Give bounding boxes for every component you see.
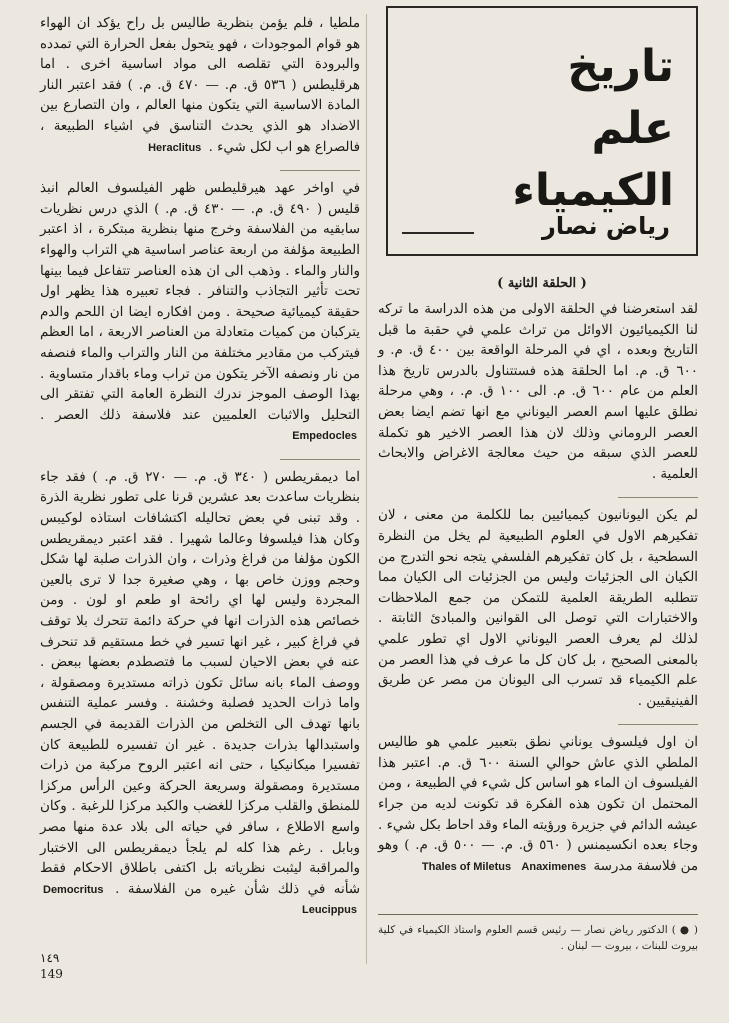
- section-divider: [280, 170, 360, 171]
- right-column: [378, 300, 698, 889]
- paragraph-thales: [378, 733, 698, 877]
- column-divider: [366, 14, 367, 964]
- title-line-2: علم: [591, 103, 674, 154]
- article-title: [414, 36, 674, 222]
- latin-name-empedocles: Empedocles: [292, 430, 357, 443]
- title-line-1: تاريخ: [567, 41, 674, 92]
- episode-label: ( الحلقة الثانية ): [497, 276, 587, 291]
- author-rule: [402, 232, 474, 234]
- section-divider: [618, 724, 698, 725]
- footnote-rule: [378, 914, 698, 915]
- page-number-latin: 149: [40, 967, 63, 981]
- title-box: [386, 6, 698, 256]
- paragraph-empedocles-text: في اواخر عهد هيرقليطس ظهر الفيلسوف العالم انبذ قليس ( ٤٩٠ ق. م. — ٤٣٠ ق. م. ) الذي درس نظريات سابقيه من الفلاسفة وخرج منها بنظرية مبتكرة ، اذ اعتبر الطبيعة مؤلفة من اربعة عناصر اساسية هي التراب والهواء والنار والماء . وذهب الى ان هذه العناصر تتفاعل فيما بينها تحت تأثير التجاذب والتنافر . فجاء تعبيره هذا يظهر اول حقيقة كيميائية صحيحة . ومن افكاره ايضا ان اللحم والدم يتركبان من كميات متعادلة من العناصر الاربعة ، اما العظم فيتركب من مقادير مختلفة من النار والتراب والماء فنصفه من نار ونصفه الآخر يتكون من تراب وماء باقدار متساوية . بهذا الوصف الموجز ندرك النظرة العامة التي تفتقر الى التحليل والاثبات العلميين عند فلاسفة ذلك العصر .: [40, 181, 360, 423]
- latin-name-heraclitus: Heraclitus: [148, 141, 202, 154]
- paragraph-greeks: لم يكن اليونانيون كيميائيين بما للكلمة من معنى ، لان تفكيرهم الاول في العلوم الطبيعية لم يخل من النظرة السطحية ، بل كان تفكيرهم الفلسفي يتجه نحو التدرج من الكيان الى الجزئيات وليس من الجزئيات الى الكيان مما تتطلبه الطريقة العلمية للتمكن من جمع الملاحظات والاختبارات التي توصل الى القوانين والمبادئ الثابتة . لذلك لم يعرف العصر اليوناني الاول اي تطور علمي بالمعنى الصحيح ، بل كان كل ما عرف في هذا العصر من علم الكيمياء قد تسرب الى اليونان من مصر عن طريق الفينيقيين .: [378, 508, 698, 709]
- page-number: [40, 950, 63, 982]
- paragraph-intro: لقد استعرضنا في الحلقة الاولى من هذه الدراسة ما تركه لنا الكيميائيون الاوائل من تراث علمي في حقبة ما قبل التاريخ وبعده ، اي في المرحلة الواقعة بين ٤٠٠ ق. م. و ٦٠٠ ق. م. اما الحلقة هذه فستتناول بالدرس تاريخ هذا العلم من عام ٦٠٠ ق. م. الى ١٠٠ ق. م. ، وهي مرحلة نطلق عليها اسم العصر اليوناني مع انها تضم ايضا بعض العصر الروماني وذلك لان هذا العصر الاخير هو تكملة للعصر الذي سبقه من حيث معالجة الاغراض والابحاث العلمية .: [378, 302, 699, 482]
- paragraph-heraclitus-text: ملطيا ، فلم يؤمن بنظرية طاليس بل راح يؤكد ان الهواء هو قوام الموجودات ، فهو يتحول بفعل الحرارة التي تمدده والبرودة التي تقلصه الى مواد اساسية اخرى . اما هرقليطس ( ٥٣٦ ق. م. — ٤٧٠ ق. م. ) فقد اعتبر النار المادة الاساسية التي يتكون منها العالم ، وان التصارع بين الاضداد هو الذي يحدث التناسق في اشياء الطبيعة ، فالصراع هو اب لكل شيء .: [40, 16, 360, 155]
- page-number-arabic: ١٤٩: [40, 951, 60, 965]
- latin-name-thales: Thales of Miletus: [421, 860, 512, 873]
- section-divider: [618, 497, 698, 498]
- paragraph-democritus-text: اما ديمقريطس ( ٣٤٠ ق. م. — ٢٧٠ ق. م. ) فقد جاء بنظريات ساعدت بعد عشرين قرنا على تطور نظرية الذرة . وقد تبنى في بعض تحاليله اكتشافات استاذه لوكيبس وكان هذا فيلسوفا وعالما شهيرا . فقد اعتبر ديمقريطس الكون مؤلفا من فراغ وذرات ، وان الذرات صلبة لها شكل وحجم ووزن خاص بها ، وهي صغيرة جدا لا ترى بالعين المجردة وليس لها اي رائحة او طعم او لون . ومن خصائص هذه الذرات انها في حركة دائمة تتحرك بلا توقف في فراغ كبير ، غير انها تسير في خط مستقيم قد تنحرف عنه في بعض الاحيان لسبب ما فتصطدم بعضها ببعض . ووصف الماء بانه سائل تكون ذراته مستديرة ومصقولة ، واما ذرات الحديد فصلبة وخشنة . وفسر عملية التنفس بانها تهدف الى التخلص من الذرات القديمة في الجسم واستبدالها بذرات جديدة . غير ان تفسيره للطبيعة كان تفسيرا ميكانيكيا ، حتى انه اعتبر الروح مركبة من ذرات مستديرة ومصقولة وسريعة الحركة وعين الرأس مركزا للمنطق والقلب مركزا للغضب والكبد مركزا للرغبة . وكان واسع الاطلاع ، سافر في حياته الى بلاد عدة منها مصر وبابل . رغم هذا كله لم يلجأ ديمقريطس الى الاختبار والمراقبة ليثبت نظرياته بل اكتفى باطلاق الاحكام فقط شأنه في ذلك شأن غيره من الفلاسفة .: [40, 469, 360, 897]
- paragraph-democritus: [40, 468, 360, 921]
- left-column: [40, 14, 360, 933]
- latin-name-leucippus: Leucippus: [301, 904, 357, 917]
- footnote: ( ● ) الدكتور رياض نصار — رئيس قسم العلوم واستاذ الكيمياء في كلية بيروت للبنات ، بيروت — لبنان .: [378, 924, 698, 952]
- paragraph-heraclitus: [40, 14, 360, 158]
- paragraph-thales-text: ان اول فيلسوف يوناني نطق بتعبير علمي هو طاليس الملطي الذي عاش حوالي السنة ٦٠٠ ق. م. اعتبر هذا الفيلسوف ان الماء هو اساس كل شيء في الطبيعة ، ومن المحتمل ان تكون هذه الفكرة قد تكونت لديه من جراء عيشه الدائم في جزيرة ورؤيته الماء وقد احاط بكل شيء . وجاء بعده انكسيمنس ( ٥٦٠ ق. م. — ٥٠٠ ق. م. ) وهو من فلاسفة مدرسة: [378, 735, 698, 874]
- section-divider: [280, 459, 360, 460]
- latin-name-anaximenes: Anaximenes: [521, 860, 587, 873]
- paragraph-empedocles: [40, 179, 360, 447]
- latin-name-democritus: Democritus: [43, 883, 104, 896]
- author-name: رياض نصار: [542, 212, 670, 240]
- title-line-3: الكيمياء: [512, 165, 674, 216]
